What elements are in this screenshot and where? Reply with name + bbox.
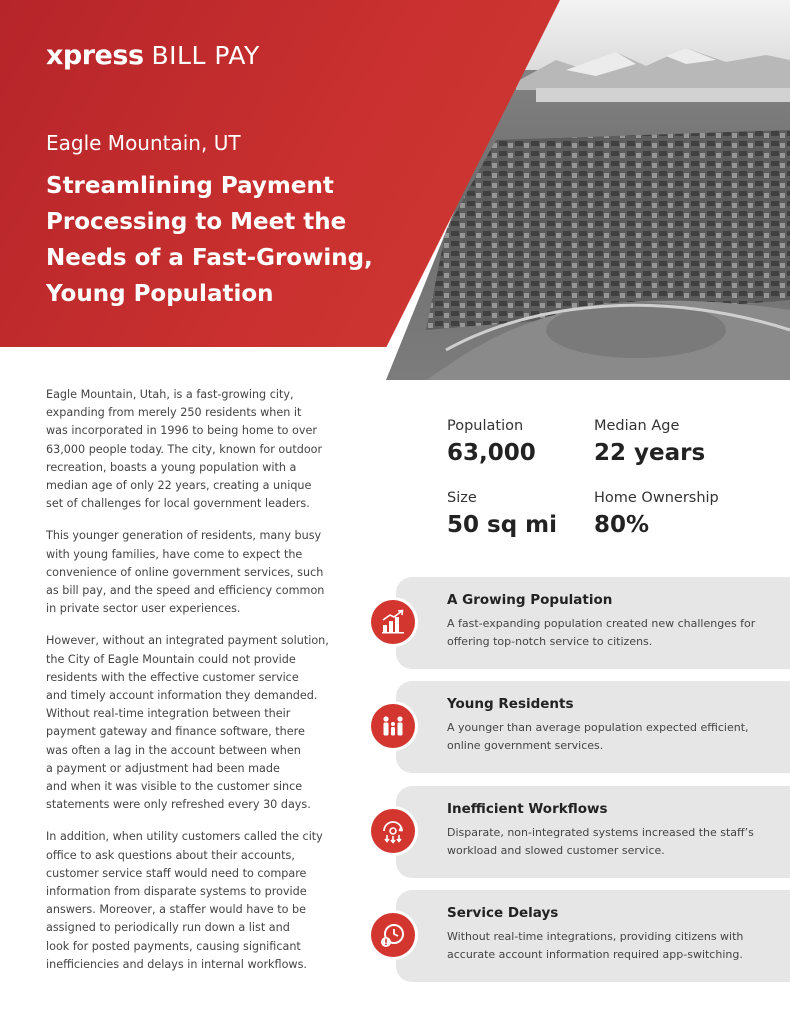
stat-value: 22 years (594, 440, 706, 466)
challenge-card-inefficient-workflows (396, 786, 790, 878)
clock-alert-icon (371, 913, 415, 957)
stat-home-ownership (594, 490, 719, 538)
body-paragraph: Eagle Mountain, Utah, is a fast-growing city, expanding from merely 250 residents when it was incorporated in 1996 to being home to over 63,000 people today. The city, known for outdoor recreation, boasts a young population with a median age of only 22 years, creating a unique set of challenges for local government leaders. (46, 388, 323, 511)
stat-label: Population (447, 418, 524, 434)
stat-value: 50 sq mi (447, 512, 558, 538)
city-name: Eagle Mountain, UT (46, 131, 241, 155)
card-title: Inefficient Workflows (447, 801, 608, 817)
stat-label: Home Ownership (594, 490, 719, 506)
stat-population (447, 418, 536, 466)
card-title: Service Delays (447, 905, 559, 921)
card-title: Young Residents (447, 696, 574, 712)
card-text: Without real-time integrations, providing citizens with accurate account information required app-switching. (447, 930, 744, 961)
body-copy (46, 386, 341, 988)
challenge-card-growing-population (396, 577, 790, 669)
challenge-card-young-residents (396, 681, 790, 773)
growth-chart-icon (371, 600, 415, 644)
card-text: Disparate, non-integrated systems increased the staff’s workload and slowed customer service. (447, 826, 754, 857)
page-headline: Streamlining Payment Processing to Meet the Needs of a Fast-Growing, Young Population (46, 173, 373, 307)
card-title: A Growing Population (447, 592, 613, 608)
stat-size (447, 490, 557, 538)
stat-value: 63,000 (447, 440, 536, 466)
logo-subtitle: BILL PAY (151, 41, 260, 70)
card-text: A younger than average population expected efficient, online government services. (447, 721, 749, 752)
logo-wordmark: xpress (46, 40, 144, 71)
body-paragraph: This younger generation of residents, many busy with young families, have come to expect the convenience of online government services, such as bill pay, and the speed and efficiency common in private sector user experiences. (46, 529, 325, 616)
stat-label: Size (447, 490, 477, 506)
workflow-icon (371, 809, 415, 853)
xpress-bill-pay-logo (46, 40, 260, 71)
body-paragraph: However, without an integrated payment solution, the City of Eagle Mountain could not provide residents with the effective customer service and timely account information they demanded. Without real-time integration between their payment gateway and finance software, there was often a lag in the account between when a payment or adjustment had been made and when it was visible to the customer since statements were only refreshed every 30 days. (46, 634, 329, 812)
family-icon (371, 704, 415, 748)
stat-median-age (594, 418, 705, 466)
body-paragraph: In addition, when utility customers called the city office to ask questions about their accounts, customer service staff would need to compare information from disparate systems to provide answers. Moreover, a staffer would have to be assigned to periodically run down a list and look for posted payments, causing significant inefficiencies and delays in internal workflows. (46, 830, 323, 971)
stat-value: 80% (594, 512, 650, 538)
card-text: A fast-expanding population created new challenges for offering top-notch service to citizens. (447, 617, 756, 648)
stat-label: Median Age (594, 418, 680, 434)
challenge-card-service-delays (396, 890, 790, 982)
